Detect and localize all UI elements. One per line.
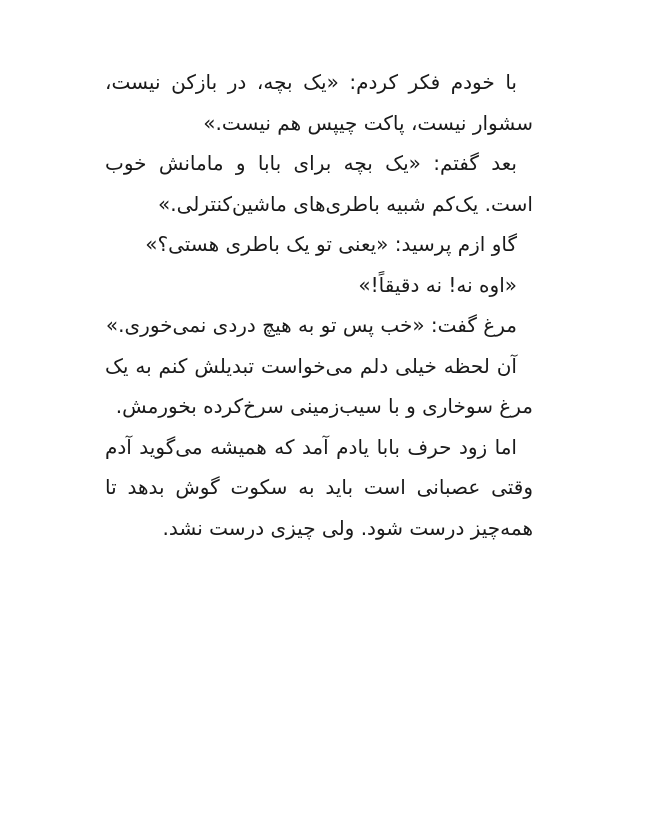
paragraph: «اوه نه! نه دقیقاً!» [358,272,517,297]
paragraph: گاو ازم پرسید: «یعنی تو یک باطری هستی؟» [145,232,517,256]
paragraph: مرغ گفت: «خب پس تو به هیچ دردی نمی‌خوری.» [105,313,517,337]
paragraph: بعد گفتم: «یک بچه برای بابا و مامانش خوب است. یک‌کم شبیه باطری‌های ماشین‌کنترلی.» [105,151,533,216]
story-text [105,62,533,548]
paragraph: با خودم فکر کردم: «یک بچه، در بازکن نیست، سشوار نیست، پاکت چیپس هم نیست.» [105,70,533,135]
paragraph: آن لحظه خیلی دلم می‌خواست تبدیلش کنم به یک مرغ سوخاری و با سیب‌زمینی سرخ‌کرده بخورمش. [105,353,533,418]
paragraph: اما زود حرف بابا یادم آمد که همیشه می‌گوید آدم وقتی عصبانی است باید به سکوت گوش بدهد تا همه‌چیز درست شود. ولی چیزی درست نشد. [105,434,533,540]
